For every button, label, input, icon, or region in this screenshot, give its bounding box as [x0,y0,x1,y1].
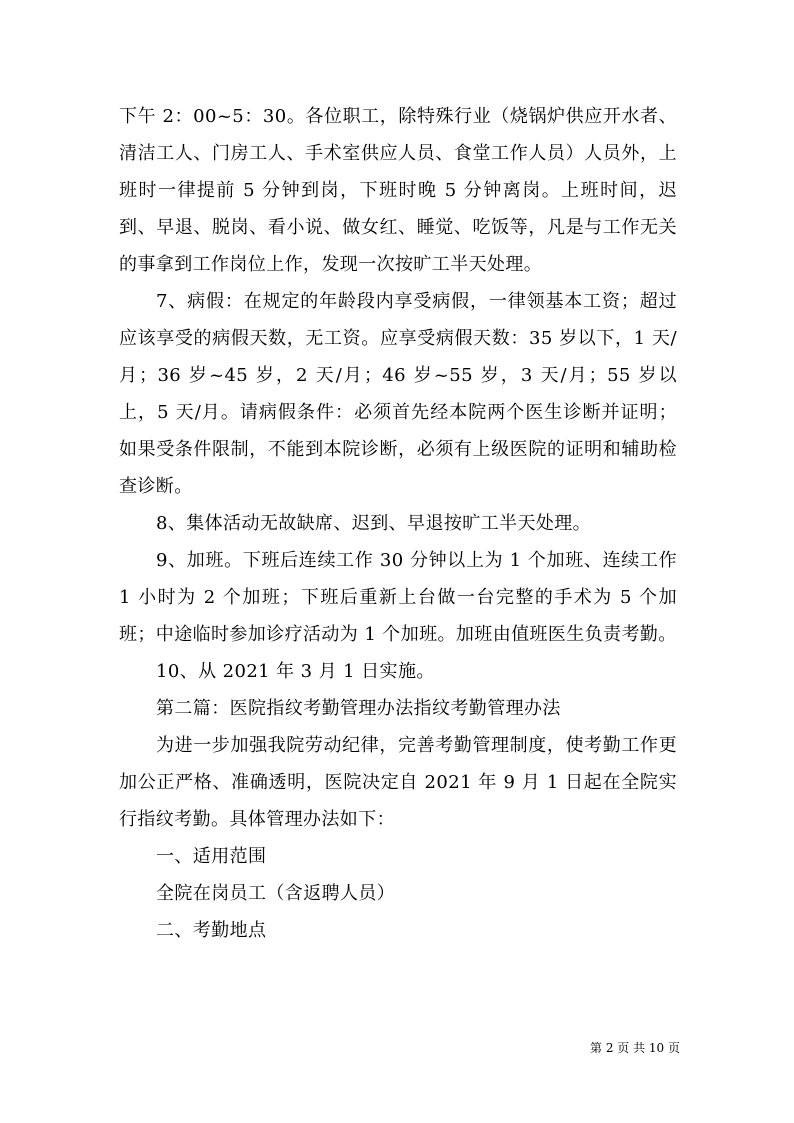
paragraph-effective-date: 10、从 2021 年 3 月 1 日实施。 [156,661,435,682]
section-heading-part-two: 第二篇：医院指纹考勤管理办法指纹考勤管理办法 [156,698,561,719]
heading-scope: 一、适用范围 [156,846,267,867]
paragraph-sick-leave: 7、病假：在规定的年龄段内享受病假，一律领基本工资；超过应该享受的病假天数，无工资。应享受病假天数：35 岁以下，1 天/月；36 岁~45 岁，2 天/月；46 岁~55 岁，3 天/月；55 岁以上，5 天/月。请病假条件：必须首先经本院两个医生诊断并证明；如果受条件限制，不能到本院诊断，必须有上级医院的证明和辅助检查诊断。 [119,291,677,497]
paragraph-intro: 为进一步加强我院劳动纪律，完善考勤管理制度，使考勤工作更加公正严格、准确透明，医院决定自 2021 年 9 月 1 日起在全院实行指纹考勤。具体管理办法如下： [119,735,677,830]
paragraph-overtime: 9、加班。下班后连续工作 30 分钟以上为 1 个加班、连续工作 1 小时为 2 个加班；下班后重新上台做一台完整的手术为 5 个加班；中途临时参加诊疗活动为 1 个加班。加班由值班医生负责考勤。 [119,550,677,645]
page-number: 第 2 页 共 10 页 [590,1041,680,1055]
paragraph-work-hours: 下午 2：00~5：30。各位职工，除特殊行业（烧锅炉供应开水者、清洁工人、门房工人、手术室供应人员、食堂工作人员）人员外，上班时一律提前 5 分钟到岗，下班时晚 5 分钟离岗。上班时间，迟到、早退、脱岗、看小说、做女红、睡觉、吃饭等，凡是与工作无关的事拿到工作岗位上作，发现一次按旷工半天处理。 [119,106,677,275]
document-body [119,98,677,949]
paragraph-scope: 全院在岗员工（含返聘人员） [156,883,396,904]
heading-location: 二、考勤地点 [156,920,267,941]
paragraph-collective-activity: 8、集体活动无故缺席、迟到、早退按旷工半天处理。 [156,513,592,534]
